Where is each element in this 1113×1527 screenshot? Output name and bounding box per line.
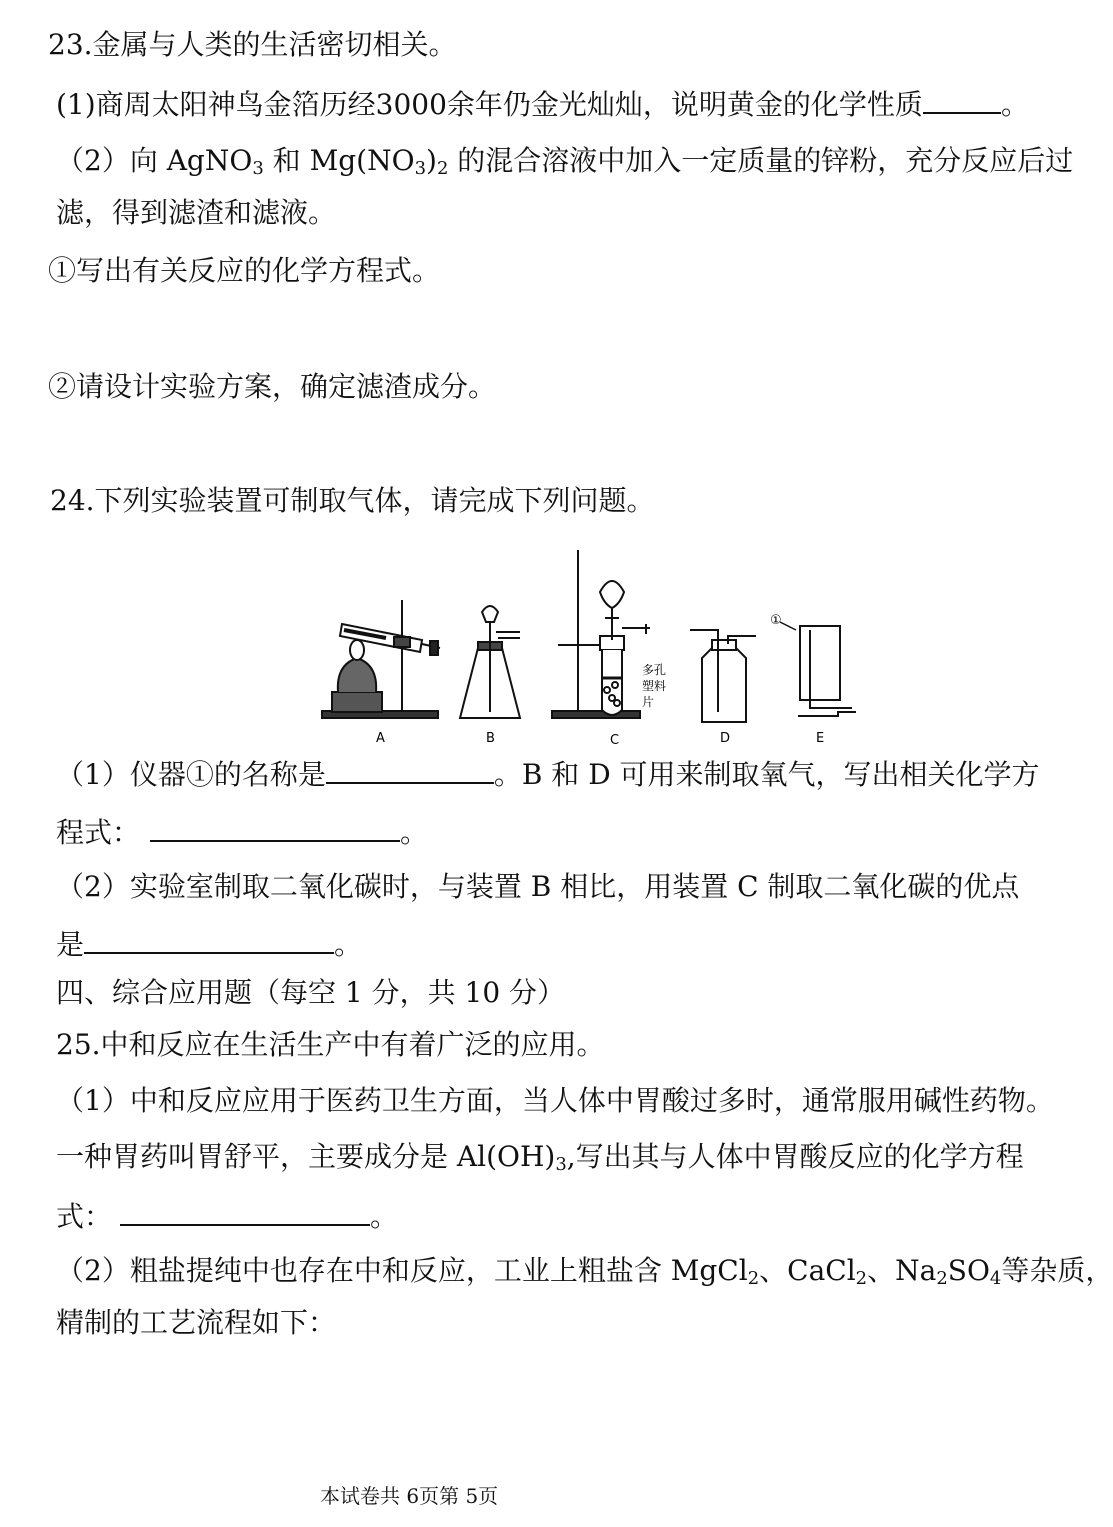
- q23-part2-text-e: ): [426, 144, 437, 177]
- q25-part1-line2-text-c: ,写出其与人体中胃酸反应的化学方程: [566, 1140, 1024, 1173]
- q25-part2-text-i: 等杂质，: [1001, 1254, 1113, 1287]
- label-d: D: [720, 731, 731, 746]
- q25-part1-line2-text-a: 一种胃药叫胃舒平，主要成分是 Al(OH): [56, 1140, 556, 1173]
- q25-title: 25.中和反应在生活生产中有着广泛的应用。: [56, 1028, 605, 1061]
- section4-title: 四、综合应用题（每空 1 分，共 10 分）: [56, 976, 566, 1009]
- q23-part2-text-a: （2）向 AgNO: [56, 144, 253, 177]
- q23-sub2: ②请设计实验方案，确定滤渣成分。: [48, 370, 497, 403]
- apparatus-d: [690, 630, 756, 722]
- q23-part2-line2: 滤，得到滤渣和滤液。: [56, 196, 337, 229]
- q24-equation-blank[interactable]: [150, 814, 400, 842]
- q24-part1-text-b: 。B 和 D 可用来制取氧气，写出相关化学方: [493, 758, 1040, 791]
- q23-part2-sub-a: 3: [252, 158, 264, 179]
- lab-apparatus-svg: [310, 540, 870, 752]
- q24-part2-line2-end: 。: [334, 928, 363, 961]
- q24-part1-line2-end: 。: [400, 816, 429, 849]
- q25-part2-text-e: 、Na: [867, 1254, 937, 1287]
- q24-part2-line1: （2）实验室制取二氧化碳时，与装置 B 相比，用装置 C 制取二氧化碳的优点: [56, 870, 1020, 903]
- lab-apparatus-figure: [310, 540, 870, 752]
- q24-part1-line2-text: 程式：: [56, 816, 141, 849]
- porous-plate-note-1: 多孔: [642, 663, 667, 677]
- apparatus-a: [322, 600, 440, 718]
- q24-part1-line2: [56, 814, 428, 850]
- page-footer: 本试卷共 6页第 5页: [320, 1484, 499, 1508]
- label-c: C: [610, 733, 620, 748]
- q25-part2-text-a: （2）粗盐提纯中也存在中和反应，工业上粗盐含 MgCl: [56, 1254, 748, 1287]
- porous-plate-note-3: 片: [642, 695, 655, 709]
- q25-equation-blank[interactable]: [120, 1198, 370, 1226]
- q25-part1-line1: （1）中和反应应用于医药卫生方面，当人体中胃酸过多时，通常服用碱性药物。: [56, 1084, 1054, 1117]
- apparatus-b: [460, 606, 520, 718]
- q25-part2-sub-b: 2: [747, 1268, 760, 1289]
- q25-part1-line3: [56, 1198, 398, 1234]
- q23-part2-sub-f: 2: [436, 158, 449, 179]
- q23-part1-answer-blank[interactable]: [923, 86, 1001, 114]
- q25-part1-line2-sub: 3: [555, 1154, 567, 1175]
- q23-title: 23.金属与人类的生活密切相关。: [48, 28, 457, 61]
- q24-part2-line2: [56, 926, 362, 962]
- apparatus-e: [780, 622, 856, 716]
- q25-part2-line2: 精制的工艺流程如下：: [56, 1306, 337, 1339]
- q23-part2-line1: [56, 144, 1073, 178]
- q23-sub1: ①写出有关反应的化学方程式。: [48, 254, 441, 287]
- q23-part1-end: 。: [1000, 88, 1029, 121]
- q24-part1-text-a: （1）仪器①的名称是: [56, 758, 326, 791]
- q25-part2-sub-d: 2: [855, 1268, 868, 1289]
- label-e: E: [816, 731, 825, 746]
- q23-part1-text: (1)商周太阳神鸟金箔历经3000余年仍金光灿灿，说明黄金的化学性质: [56, 88, 923, 121]
- q24-advantage-blank[interactable]: [84, 926, 334, 954]
- instrument-marker-1: ①: [770, 613, 782, 628]
- q24-instrument-name-blank[interactable]: [326, 756, 494, 784]
- q24-part2-line2-text: 是: [56, 928, 85, 961]
- porous-plate-note-2: 塑料: [642, 679, 667, 693]
- q23-part1: [56, 86, 1029, 122]
- q25-part1-line2: [56, 1140, 1024, 1174]
- q25-part2-text-c: 、CaCl: [759, 1254, 856, 1287]
- q24-title: 24.下列实验装置可制取气体，请完成下列问题。: [50, 484, 655, 517]
- q25-part1-line3-end: 。: [370, 1200, 399, 1233]
- q25-part2-sub-h: 4: [989, 1268, 1002, 1289]
- q25-part2-text-g: SO: [947, 1254, 990, 1287]
- q25-part1-line3-text: 式：: [56, 1200, 113, 1233]
- q25-part2-sub-f: 2: [936, 1268, 948, 1289]
- q23-part2-text-c: 和 Mg(NO: [263, 144, 415, 177]
- q25-part2-line1: [56, 1254, 1113, 1288]
- label-b: B: [486, 731, 495, 746]
- label-a: A: [376, 731, 385, 746]
- q23-part2-sub-d: 3: [414, 158, 427, 179]
- apparatus-c: [552, 550, 650, 718]
- q23-part2-text-g: 的混合溶液中加入一定质量的锌粉，充分反应后过: [448, 144, 1074, 177]
- q24-part1-line1: [56, 756, 1040, 792]
